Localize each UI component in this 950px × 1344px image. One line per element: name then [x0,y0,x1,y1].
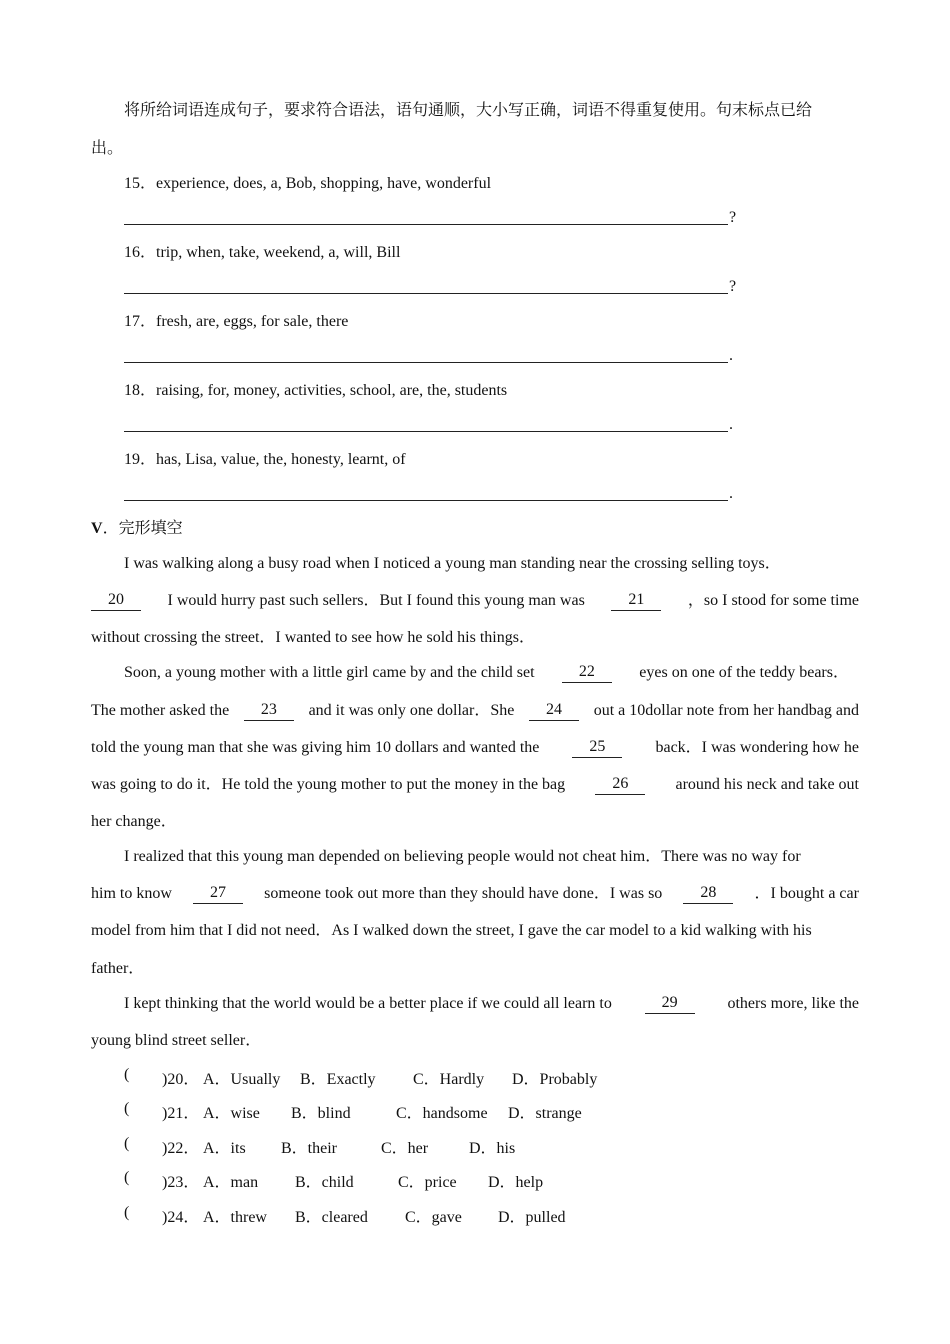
p3-line-4: father． [91,960,145,977]
blank-20[interactable]: 20 [91,591,141,611]
option-a[interactable]: A．man [203,1174,259,1191]
p2-line-5: her change． [91,813,177,830]
option-b[interactable]: B．blind [291,1105,351,1122]
instructions-text: 将所给词语连成句子，要求符合语法，语句通顺，大小写正确，词语不得重复使用。句末标点已给 [124,102,813,119]
p3-line-3: model from him that I did not need．As I walked down the street, I gave the car model to a kid walking with his [91,922,812,939]
option-c[interactable]: C．Hardly [413,1071,485,1088]
p1-line-1: I was walking along a busy road when I noticed a young man standing near the crossing selling toys． [124,555,781,572]
option-c[interactable]: C．price [398,1174,457,1191]
item-15: 15．experience, does, a, Bob, shopping, have, wonderful [124,175,492,192]
blank-21[interactable]: 21 [611,591,661,611]
end-mark-17: . [729,347,733,364]
blank-23[interactable]: 23 [244,701,294,721]
option-b[interactable]: B．child [295,1174,354,1191]
p4-line-2: young blind street seller． [91,1032,262,1049]
end-mark-19: . [729,485,733,502]
end-mark-15: ? [729,209,737,226]
option-b[interactable]: B．cleared [295,1209,368,1226]
blank-29[interactable]: 29 [645,994,695,1014]
p3-line-1: I realized that this young man depended on believing people would not cheat him．There was no way for [124,848,801,865]
option-d[interactable]: D．his [469,1140,516,1157]
option-a[interactable]: A．Usually [203,1071,281,1088]
p3-line-2: him to know 27 someone took out more than they should have done．I was so 28 ．I bought a car [91,884,859,902]
p1-line-3: without crossing the street．I wanted to see how he sold his things． [91,629,535,646]
blank-25[interactable]: 25 [572,738,622,758]
item-18: 18．raising, for, money, activities, school, are, the, students [124,382,508,399]
section-title: V．完形填空 [91,520,183,537]
option-b[interactable]: B．their [281,1140,337,1157]
option-b[interactable]: B．Exactly [300,1071,376,1088]
p2-line-1: Soon, a young mother with a little girl came by and the child set 22 eyes on one of the teddy bears． [124,663,849,681]
p2-line-2: The mother asked the 23 and it was only one dollar．She 24 out a 10dollar note from her handbag and [91,701,859,719]
item-19: 19．has, Lisa, value, the, honesty, learnt, of [124,451,406,468]
p4-line-1: I kept thinking that the world would be a better place if we could all learn to 29 others more, like the [124,994,859,1012]
answer-line-17[interactable] [124,362,728,363]
item-16: 16．trip, when, take, weekend, a, will, Bill [124,244,401,261]
answer-line-19[interactable] [124,500,728,501]
answer-line-18[interactable] [124,431,728,432]
option-c[interactable]: C．her [381,1140,429,1157]
p1-line-2: 20 I would hurry past such sellers．But I found this young man was 21 ，so I stood for some time [91,591,859,611]
option-c[interactable]: C．gave [405,1209,462,1226]
answer-paren-23[interactable]: ( [124,1169,130,1186]
option-a[interactable]: A．its [203,1140,246,1157]
item-17: 17．fresh, are, eggs, for sale, there [124,313,349,330]
answer-line-16[interactable] [124,293,728,294]
answer-paren-22[interactable]: ( [124,1135,130,1152]
option-c[interactable]: C．handsome [396,1105,488,1122]
document-page: 将所给词语连成句子，要求符合语法，语句通顺，大小写正确，词语不得重复使用。句末标点已给 出。 15．experience, does, a, Bob, shopping, have, wonderful ? 16．trip, when, take, weekend, a, will, Bill ? 17．fresh, are, eggs, for sale, there . 18．raising, for, money, activities, school, are, the, students . 19．has, Lisa, value, the, honesty, learnt, of . V．完形填空 I was walking along a busy road when I noticed a young man standing near the crossing selling toys． 20 I would hurry past such sellers．But I found this young man was 21 ，so I stood for some time without crossing the street．I wanted to see how he sold his things． Soon, a young mother with a little girl came by and the child set 22 eyes on one of the teddy bears． The mother asked the 23 and it was only one dollar．She 24 out a 10dollar note from her handbag and told the young man that she was giving him 10 dollars and wanted the 25 back．I was wondering how he was going to do it．He told the young mother to put the money in the bag 26 around his neck and take out her change． I realized that this young man depended on believing people would not cheat him．There was no way for him to know 27 someone took out more than they should have done．I was so 28 ．I bought a car model from him that I did not need．As I walked down the street, I gave the car model to a kid walking with his father． I kept thinking that the world would be a better place if we could all learn to 29 others more, like the young blind street seller． ( )20． A．Usually B．Exactly C．Hardly D．Probably ( )21． A．wise B．blind C．handsome D．strange ( )22． A．its B．their C．her D．his ( )23． A．man B．child C．price D．help ( )24． A．threw B．cleared C．gave D．pulled [91,102,859,1226]
blank-24[interactable]: 24 [529,701,579,721]
blank-22[interactable]: 22 [562,663,612,683]
instructions-line-2: 出。 [91,140,124,157]
option-d[interactable]: D．Probably [512,1071,598,1088]
end-mark-18: . [729,416,733,433]
end-mark-16: ? [729,278,737,295]
p2-line-4: was going to do it．He told the young mother to put the money in the bag 26 around his neck and take out [91,775,859,793]
answer-paren-21[interactable]: ( [124,1100,130,1117]
option-d[interactable]: D．strange [508,1105,582,1122]
instructions-line-1 [124,101,859,121]
answer-paren-24[interactable]: ( [124,1204,130,1221]
option-d[interactable]: D．pulled [498,1209,566,1226]
option-d[interactable]: D．help [488,1174,544,1191]
blank-28[interactable]: 28 [683,884,733,904]
blank-27[interactable]: 27 [193,884,243,904]
p2-line-3: told the young man that she was giving him 10 dollars and wanted the 25 back．I was wondering how he [91,738,859,756]
answer-line-15[interactable] [124,224,728,225]
option-a[interactable]: A．wise [203,1105,260,1122]
answer-paren-20[interactable]: ( [124,1066,130,1083]
blank-26[interactable]: 26 [595,775,645,795]
option-a[interactable]: A．threw [203,1209,267,1226]
